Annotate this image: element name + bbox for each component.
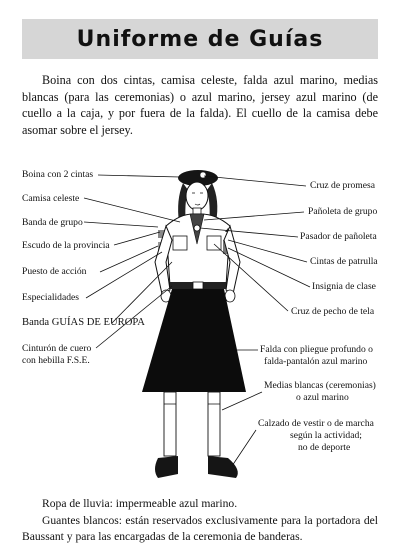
label-insignia: Insignia de clase (312, 281, 376, 292)
label-calzado-1: Calzado de vestir o de marcha (258, 418, 374, 429)
label-cintas-patrulla: Cintas de patrulla (310, 256, 378, 267)
label-falda-1: Falda con pliegue profundo o (260, 344, 373, 355)
label-especialidades: Especialidades (22, 292, 80, 303)
label-calzado-3: no de deporte (298, 442, 351, 453)
label-puesto: Puesto de acción (22, 266, 87, 277)
footer-rain: Ropa de lluvia: impermeable azul marino. (42, 497, 238, 510)
label-calzado-2: según la actividad; (290, 430, 362, 441)
label-escudo: Escudo de la provincia (22, 240, 110, 251)
label-panoleta: Pañoleta de grupo (308, 206, 378, 217)
label-cinturon-2: con hebilla F.S.E. (22, 355, 90, 366)
page-title: Uniforme de Guías (76, 26, 324, 52)
label-boina: Boina con 2 cintas (22, 169, 94, 180)
label-cinturon-1: Cinturón de cuero (22, 343, 92, 354)
label-cruz-promesa: Cruz de promesa (310, 180, 376, 191)
label-pasador: Pasador de pañoleta (300, 231, 377, 242)
intro-paragraph: Boina con dos cintas, camisa celeste, falda azul marino, medias blancas (para las ceremonias) o azul marino, jersey azul marino (de cuello a la caja, y por fuera de la falda). El cuello de la camisa debe asomar sobre el jersey. (22, 73, 378, 137)
label-cruz-pecho: Cruz de pecho de tela (291, 306, 375, 317)
label-medias-1: Medias blancas (ceremonias) (264, 380, 376, 391)
label-camisa: Camisa celeste (22, 193, 80, 204)
label-falda-2: falda-pantalón azul marino (264, 356, 368, 367)
label-banda-grupo: Banda de grupo (22, 217, 83, 228)
label-medias-2: o azul marino (296, 392, 349, 403)
footer-gloves: Guantes blancos: están reservados exclusivamente para la portadora del Baussant y para las encargadas de la ceremonia de banderas. (22, 514, 378, 543)
label-banda-guias: Banda GUÍAS DE EUROPA (22, 317, 145, 328)
